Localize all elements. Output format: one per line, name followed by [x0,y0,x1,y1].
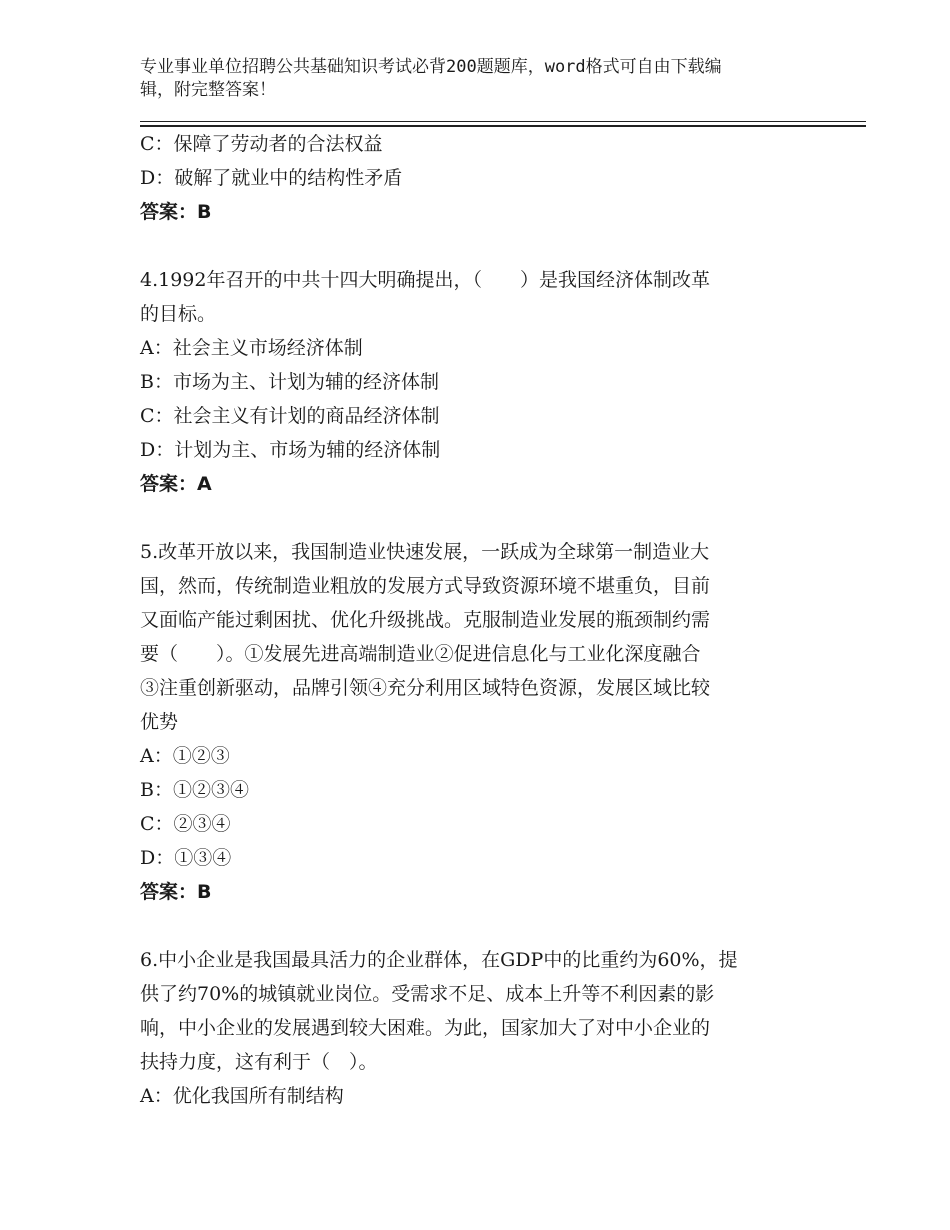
q4-option-a: A：社会主义市场经济体制 [140,337,363,359]
header-line-1: 专业事业单位招聘公共基础知识考试必背200题题库，word格式可自由下载编 [140,57,722,77]
question-5 [140,535,810,909]
q5-stem-line-4: 要（ ）。①发展先进高端制造业②促进信息化与工业化深度融合 [140,643,701,665]
q4-stem-line-2: 的目标。 [140,303,217,325]
question-3-tail [140,127,810,229]
q6-stem-line-2: 供了约70%的城镇就业岗位。受需求不足、成本上升等不利因素的影 [140,983,715,1005]
q5-answer: 答案：B [140,881,212,903]
q5-stem-line-2: 国，然而，传统制造业粗放的发展方式导致资源环境不堪重负，目前 [140,575,711,597]
q5-stem-line-3: 又面临产能过剩困扰、优化升级挑战。克服制造业发展的瓶颈制约需 [140,609,711,631]
q5-option-c: C：②③④ [140,813,231,835]
q3-option-d: D：破解了就业中的结构性矛盾 [140,167,403,189]
q5-stem-line-6: 优势 [140,711,179,733]
q3-answer: 答案：B [140,201,212,223]
q4-stem-line-1: 4.1992年召开的中共十四大明确提出，（ ）是我国经济体制改革 [140,269,710,291]
q4-option-d: D：计划为主、市场为辅的经济体制 [140,439,441,461]
question-4 [140,263,810,501]
spacer [140,229,810,263]
q3-option-c: C：保障了劳动者的合法权益 [140,133,383,155]
question-content [140,127,810,1113]
q6-option-a: A：优化我国所有制结构 [140,1085,344,1107]
spacer [140,909,810,943]
q5-option-a: A：①②③ [140,745,230,767]
q4-option-b: B：市场为主、计划为辅的经济体制 [140,371,439,393]
q6-stem-line-4: 扶持力度，这有利于（ ）。 [140,1051,378,1073]
q4-answer: 答案：A [140,473,212,495]
q6-stem-line-3: 响，中小企业的发展遇到较大困难。为此，国家加大了对中小企业的 [140,1017,711,1039]
q5-stem-line-1: 5.改革开放以来，我国制造业快速发展，一跃成为全球第一制造业大 [140,541,710,563]
question-6 [140,943,810,1113]
q5-option-d: D：①③④ [140,847,232,869]
q6-stem-line-1: 6.中小企业是我国最具活力的企业群体，在GDP中的比重约为60%，提 [140,949,738,971]
spacer [140,501,810,535]
header-divider-thin [140,121,866,122]
q5-option-b: B：①②③④ [140,779,249,801]
document-header [140,56,790,102]
q4-option-c: C：社会主义有计划的商品经济体制 [140,405,440,427]
header-line-2: 辑，附完整答案！ [140,80,276,100]
q5-stem-line-5: ③注重创新驱动，品牌引领④充分利用区域特色资源，发展区域比较 [140,677,711,699]
